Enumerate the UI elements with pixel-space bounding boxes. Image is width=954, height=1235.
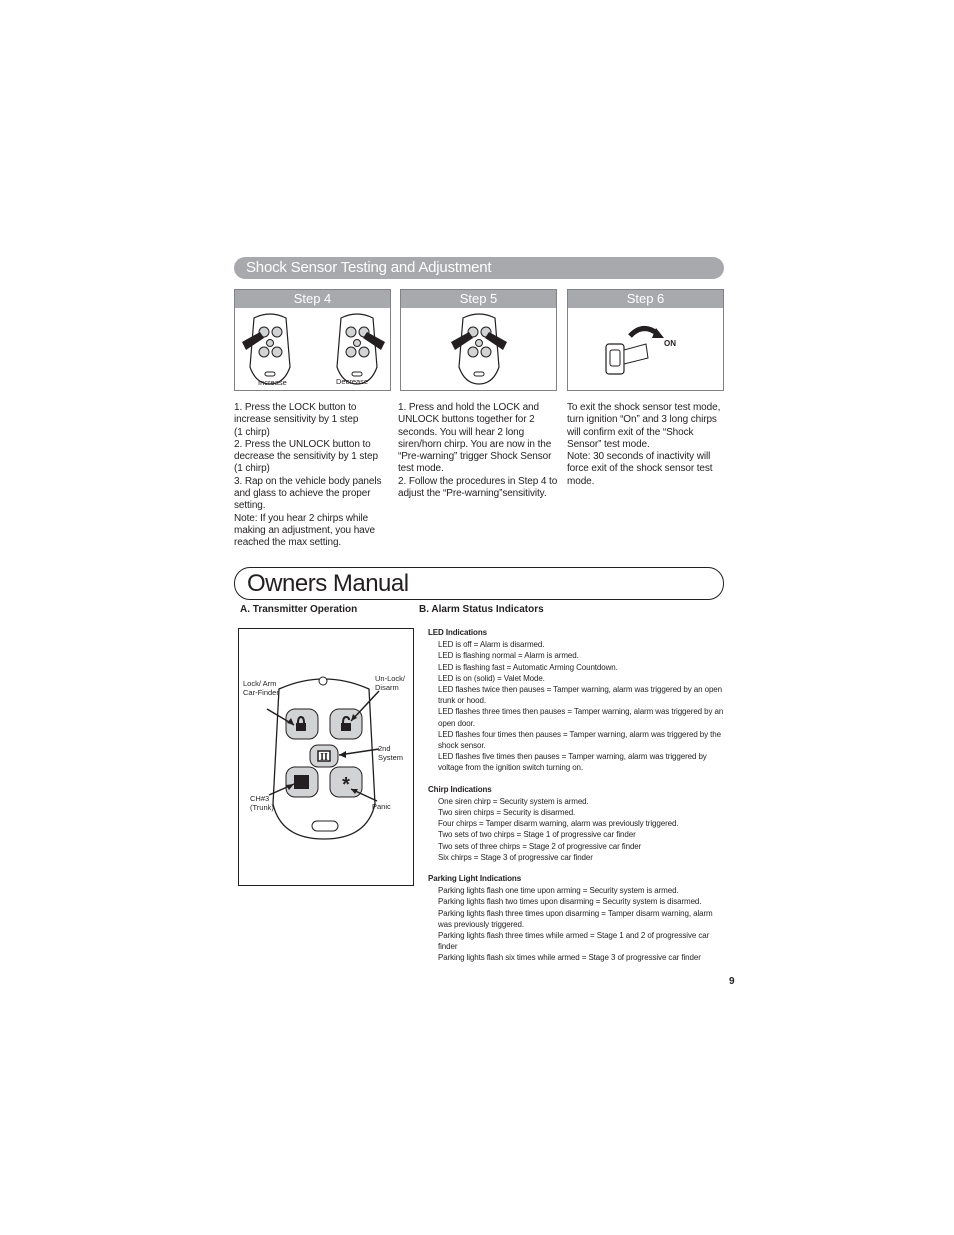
step-6-line-2: Note: 30 seconds of inactivity will force exit of the shock sensor test mode. [567, 451, 713, 487]
transmitter-heading: A. Transmitter Operation [240, 604, 358, 615]
chirp-item: One siren chirp = Security system is armed. [438, 796, 589, 806]
led-item: LED is on (solid) = Valet Mode. [438, 673, 545, 683]
chirp-item: Two sets of three chirps = Stage 2 of progressive car finder [438, 841, 642, 851]
on-label: ON [664, 339, 676, 348]
led-item: LED is flashing fast = Automatic Arming Countdown. [438, 662, 618, 672]
status-heading: B. Alarm Status Indicators [419, 604, 544, 615]
led-item: LED is flashing normal = Alarm is armed. [438, 651, 579, 661]
parking-item: Parking lights flash three times upon disarming = Tamper disarm warning, alarm was previously triggered. [438, 908, 713, 929]
ignition-key-icon [598, 314, 708, 384]
step-4-line-1: 1. Press the LOCK button to increase sensitivity by 1 step [234, 402, 359, 426]
chirp-item: Two sets of two chirps = Stage 1 of progressive car finder [438, 830, 636, 840]
step-6-line-1: To exit the shock sensor test mode, turn ignition “On” and 3 long chirps will confirm exit of the “Shock Sensor” test mode. [567, 402, 721, 450]
parking-item: Parking lights flash one time upon arming = Security system is armed. [438, 886, 679, 896]
unlock-disarm-label: Un-Lock/ Disarm [375, 674, 406, 692]
chirp-item: Six chirps = Stage 3 of progressive car finder [438, 852, 593, 862]
parking-item: Parking lights flash six times while armed = Stage 3 of progressive car finder [438, 953, 701, 963]
step-5-panel [400, 289, 557, 391]
remote-both-buttons-illustration [439, 312, 519, 387]
led-heading: LED Indications [428, 628, 487, 637]
led-item: LED flashes twice then pauses = Tamper warning, alarm was triggered by an open trunk or hood. [438, 685, 722, 706]
ch3-trunk-label: CH#3 (Trunk) [250, 794, 274, 812]
page-number: 9 [729, 976, 735, 987]
parking-heading: Parking Light Indications [428, 874, 522, 884]
step-5-text [398, 402, 560, 500]
section-title: Shock Sensor Testing and Adjustment [246, 259, 492, 276]
led-item: LED flashes four times then pauses = Tamper warning, alarm was triggered by the shock sensor. [438, 729, 721, 751]
transmitter-diagram [238, 628, 414, 886]
step-4-line-4: (1 chirp) [234, 463, 270, 475]
svg-text:II: II [320, 752, 328, 763]
step-4-panel [234, 289, 391, 391]
parking-item: Parking lights flash two times upon disarming = Security system is disarmed. [438, 897, 702, 907]
chirp-heading: Chirp Indications [428, 784, 492, 794]
step-4-line-2: (1 chirp) [234, 426, 270, 438]
step-4-line-5: 3. Rap on the vehicle body panels and glass to achieve the proper setting. [234, 475, 382, 512]
step-6-text [567, 402, 725, 488]
step-5-line-2: 2. Follow the procedures in Step 4 to adjust the “Pre-warning”sensitivity. [398, 475, 558, 500]
parking-item: Parking lights flash three times while armed = Stage 1 and 2 of progressive car finder [438, 931, 710, 952]
chirp-item: Four chirps = Tamper disarm warning, alarm was previously triggered. [438, 819, 679, 829]
step-4-line-6: Note: If you hear 2 chirps while making an adjustment, you have reached the max setting. [234, 512, 375, 549]
decrease-label: Decrease [336, 377, 369, 386]
led-item: LED flashes five times then pauses = Tamper warning, alarm was triggered by voltage from the ignition switch turning on. [438, 752, 707, 773]
step-4-line-3: 2. Press the UNLOCK button to decrease the sensitivity by 1 step [234, 438, 378, 463]
owners-manual-title: Owners Manual [234, 567, 724, 600]
panic-label: Panic [372, 802, 391, 811]
step-6-label: Step 6 [568, 290, 723, 308]
step-5-line-1: 1. Press and hold the LOCK and UNLOCK buttons together for 2 seconds. You will hear 2 long siren/horn chirp. You are now in the “Pre-warning” trigger Shock Sensor test mode. [398, 402, 552, 475]
lock-arm-label: Lock/ Arm Car-Finder [243, 679, 279, 697]
chirp-item: Two siren chirps = Security is disarmed. [438, 808, 576, 818]
led-item: LED is off = Alarm is disarmed. [438, 640, 545, 650]
step-4-text [234, 402, 384, 550]
led-item: LED flashes three times then pauses = Tamper warning, alarm was triggered by an open door. [438, 707, 724, 728]
increase-label: Increase [258, 378, 287, 387]
svg-text:*: * [342, 774, 350, 796]
alarm-status-list [428, 623, 724, 964]
step-6-panel [567, 289, 724, 391]
section-title-bar [234, 257, 724, 279]
step-4-label: Step 4 [235, 290, 390, 308]
remote-decrease-illustration [327, 312, 387, 387]
remote-increase-illustration [240, 312, 300, 387]
second-system-label: 2nd System [378, 744, 404, 762]
step-5-label: Step 5 [401, 290, 556, 308]
